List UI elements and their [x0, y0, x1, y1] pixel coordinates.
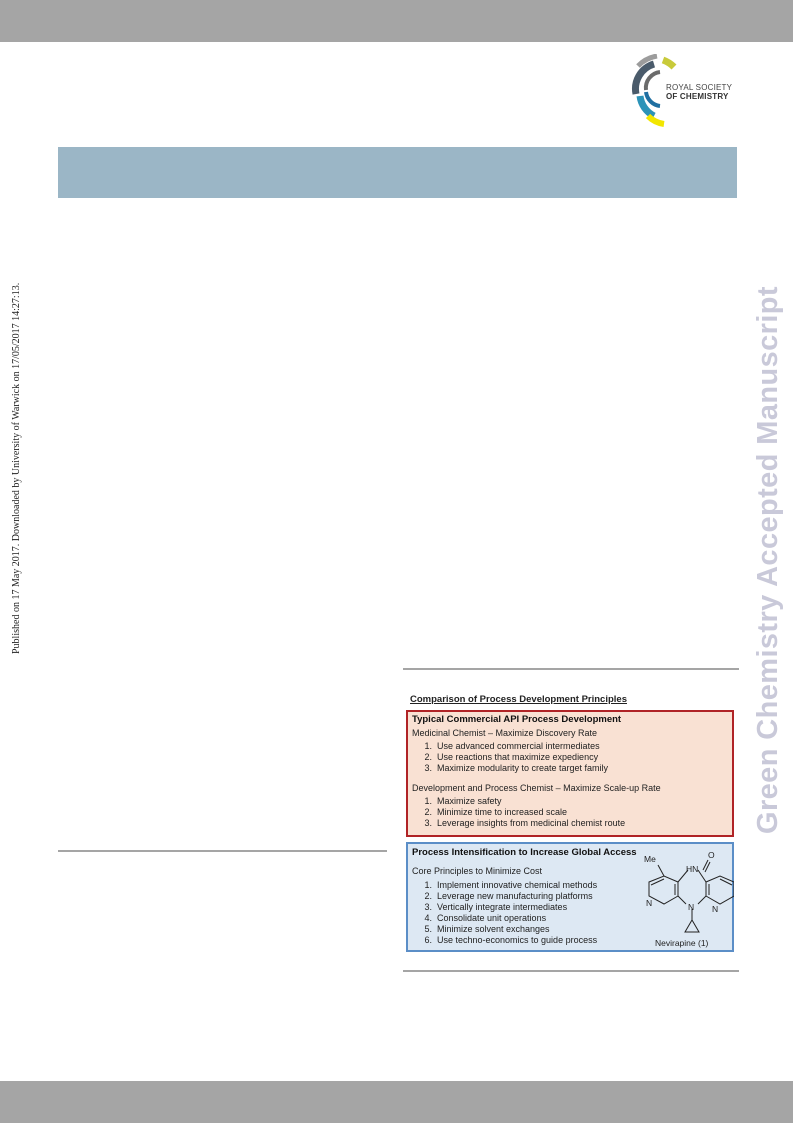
rsc-logo [630, 54, 742, 128]
column-rule [58, 850, 387, 852]
group1-title: Medicinal Chemist – Maximize Discovery Rate [412, 728, 598, 738]
group2-title: Development and Process Chemist – Maximize Scale-up Rate [412, 783, 661, 793]
process-intensification-box: Process Intensification to Increase Global Access Core Principles to Minimize Cost 1. Implement innovative chemical methods 2. Leverage new manufacturing platforms 3. Vertically integrate intermediates 4. Consolidate unit operations 5. Minimize solvent exchanges 6. Use techno-economics to guide process Me HN O N N N Nevirapine (1) [406, 842, 734, 952]
figure-bottom-rule [403, 970, 739, 972]
logo-line-2: OF CHEMISTRY [666, 92, 729, 101]
commercial-process-box: Typical Commercial API Process Development Medicinal Chemist – Maximize Discovery Rate 1. Use advanced commercial intermediates 2. Use reactions that maximize expediency 3. Maximize modularity to create target family Development and Process Chemist – Maximize Scale-up Rate 1. Maximize safety 2. Minimize time to increased scale 3. Leverage insights from medicinal chemist route [406, 710, 734, 837]
title-banner [58, 147, 737, 198]
figure-title: Comparison of Process Development Principles [410, 694, 627, 705]
left-pyridine-n-label: N [646, 898, 653, 908]
core-principles-title: Core Principles to Minimize Cost [412, 866, 543, 876]
structure-caption: Nevirapine (1) [655, 938, 709, 948]
right-pyridine-n-label: N [712, 904, 719, 914]
methyl-label: Me [644, 854, 656, 864]
accepted-manuscript-watermark: Green Chemistry Accepted Manuscript [752, 286, 784, 834]
footer-bar [0, 1081, 793, 1123]
central-n-label: N [688, 902, 695, 912]
publication-note: Published on 17 May 2017. Downloaded by University of Warwick on 17/05/2017 14:27:13. [11, 282, 22, 654]
figure-top-rule [403, 668, 739, 670]
box1-heading: Typical Commercial API Process Development [412, 714, 622, 725]
header-bar [0, 0, 793, 42]
nevirapine-structure [636, 846, 734, 950]
amide-nh-label: HN [686, 864, 699, 874]
carbonyl-o-label: O [708, 850, 715, 860]
box2-heading: Process Intensification to Increase Global Access [412, 847, 637, 858]
logo-line-1: ROYAL SOCIETY [666, 83, 733, 92]
